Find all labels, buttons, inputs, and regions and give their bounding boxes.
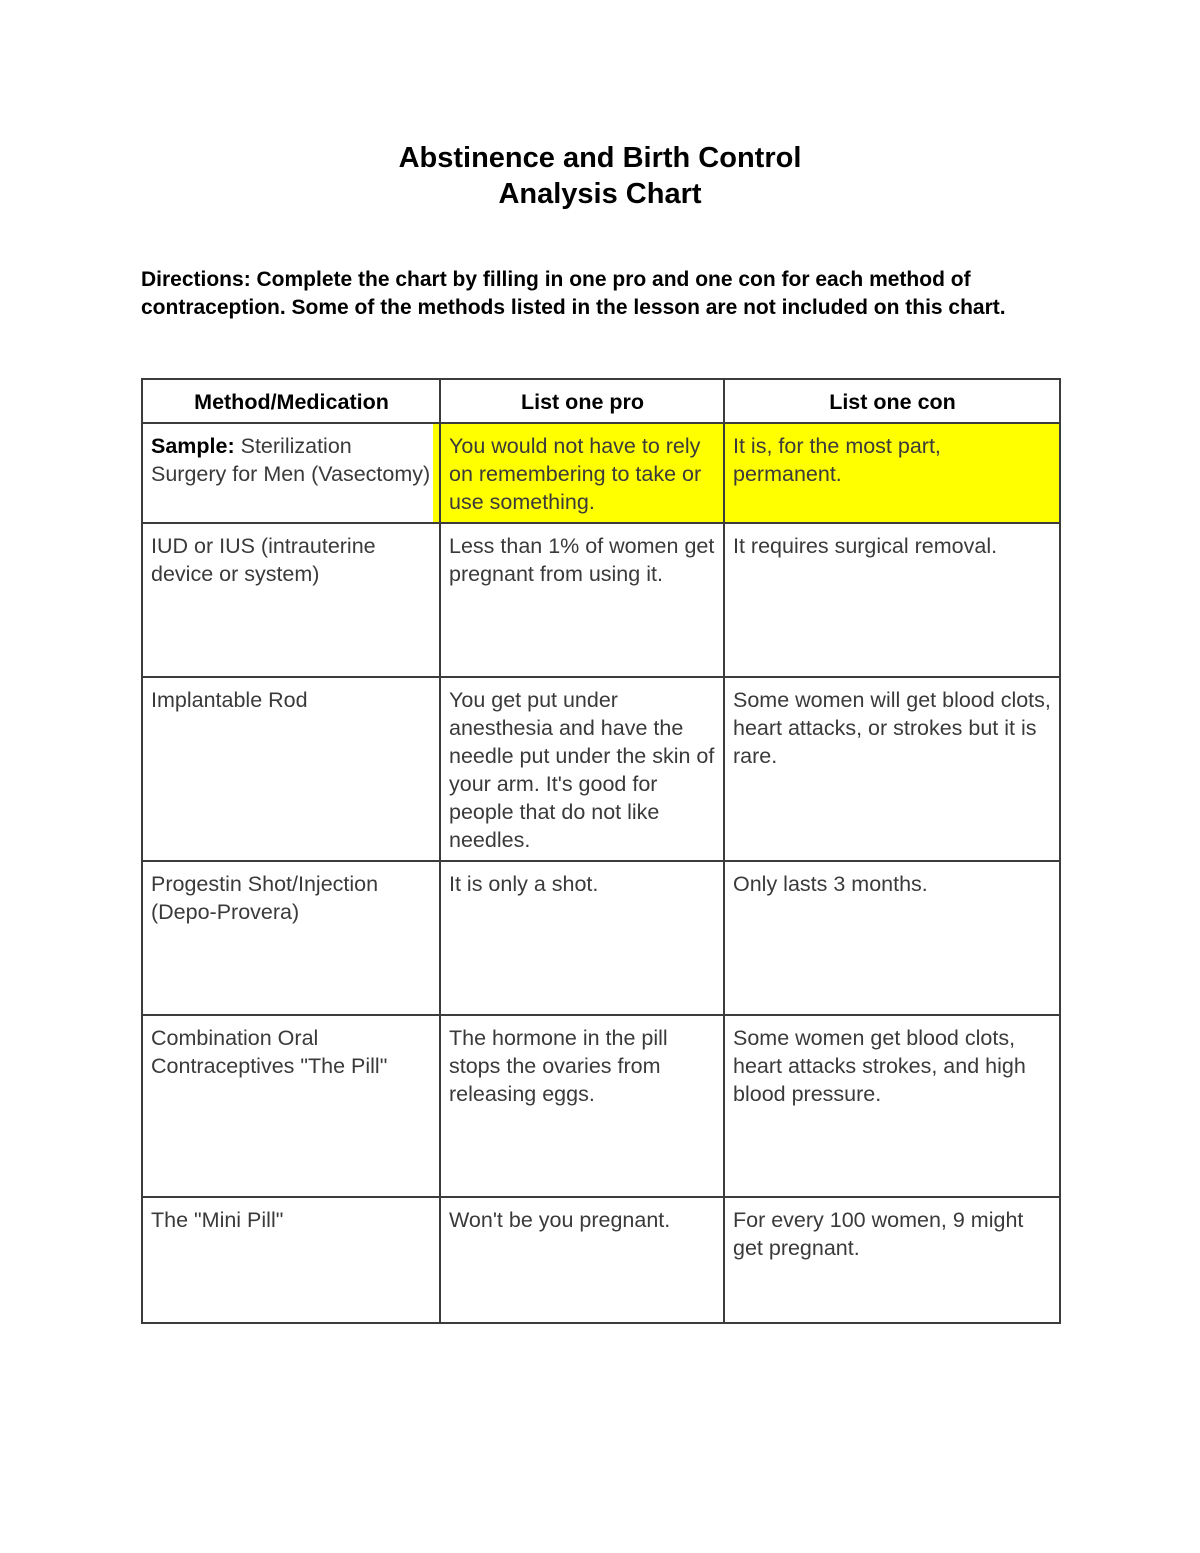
- table-row-sample: [142, 423, 1060, 523]
- table-header-row: [142, 379, 1060, 423]
- con-cell[interactable]: Only lasts 3 months.: [724, 861, 1060, 1015]
- con-cell[interactable]: For every 100 women, 9 might get pregnant.: [724, 1197, 1060, 1323]
- header-method: Method/Medication: [142, 379, 440, 423]
- table-row: [142, 1197, 1060, 1323]
- pro-cell[interactable]: It is only a shot.: [440, 861, 724, 1015]
- sample-pro-cell[interactable]: You would not have to rely on remembering to take or use something.: [440, 423, 724, 523]
- sample-method-cell[interactable]: [142, 423, 440, 523]
- sample-con-cell[interactable]: It is, for the most part, permanent.: [724, 423, 1060, 523]
- table-row: [142, 861, 1060, 1015]
- header-con: List one con: [724, 379, 1060, 423]
- document-title: [0, 140, 1200, 212]
- method-cell[interactable]: IUD or IUS (intrauterine device or system): [142, 523, 440, 677]
- analysis-chart-table: [141, 378, 1061, 1324]
- method-cell[interactable]: Implantable Rod: [142, 677, 440, 861]
- highlight-edge: [433, 424, 439, 522]
- sample-method-text: Sterilization Surgery for Men (Vasectomy): [151, 434, 431, 486]
- method-cell[interactable]: Combination Oral Contraceptives "The Pill": [142, 1015, 440, 1197]
- pro-cell[interactable]: Won't be you pregnant.: [440, 1197, 724, 1323]
- header-pro: List one pro: [440, 379, 724, 423]
- pro-cell[interactable]: Less than 1% of women get pregnant from using it.: [440, 523, 724, 677]
- con-cell[interactable]: It requires surgical removal.: [724, 523, 1060, 677]
- con-cell[interactable]: Some women get blood clots, heart attacks strokes, and high blood pressure.: [724, 1015, 1060, 1197]
- pro-cell[interactable]: The hormone in the pill stops the ovaries from releasing eggs.: [440, 1015, 724, 1197]
- method-cell[interactable]: The "Mini Pill": [142, 1197, 440, 1323]
- directions-text: Directions: Complete the chart by filling in one pro and one con for each method of contraception. Some of the methods listed in the lesson are not included on this chart.: [141, 268, 1006, 319]
- table-row: [142, 1015, 1060, 1197]
- method-cell[interactable]: Progestin Shot/Injection (Depo-Provera): [142, 861, 440, 1015]
- pro-cell[interactable]: You get put under anesthesia and have the needle put under the skin of your arm. It's good for people that do not like needles.: [440, 677, 724, 861]
- sample-label: Sample:: [151, 434, 235, 458]
- table-row: [142, 677, 1060, 861]
- table-row: [142, 523, 1060, 677]
- title-line-2: Analysis Chart: [498, 178, 702, 210]
- title-line-1: Abstinence and Birth Control: [398, 142, 802, 174]
- con-cell[interactable]: Some women will get blood clots, heart attacks, or strokes but it is rare.: [724, 677, 1060, 861]
